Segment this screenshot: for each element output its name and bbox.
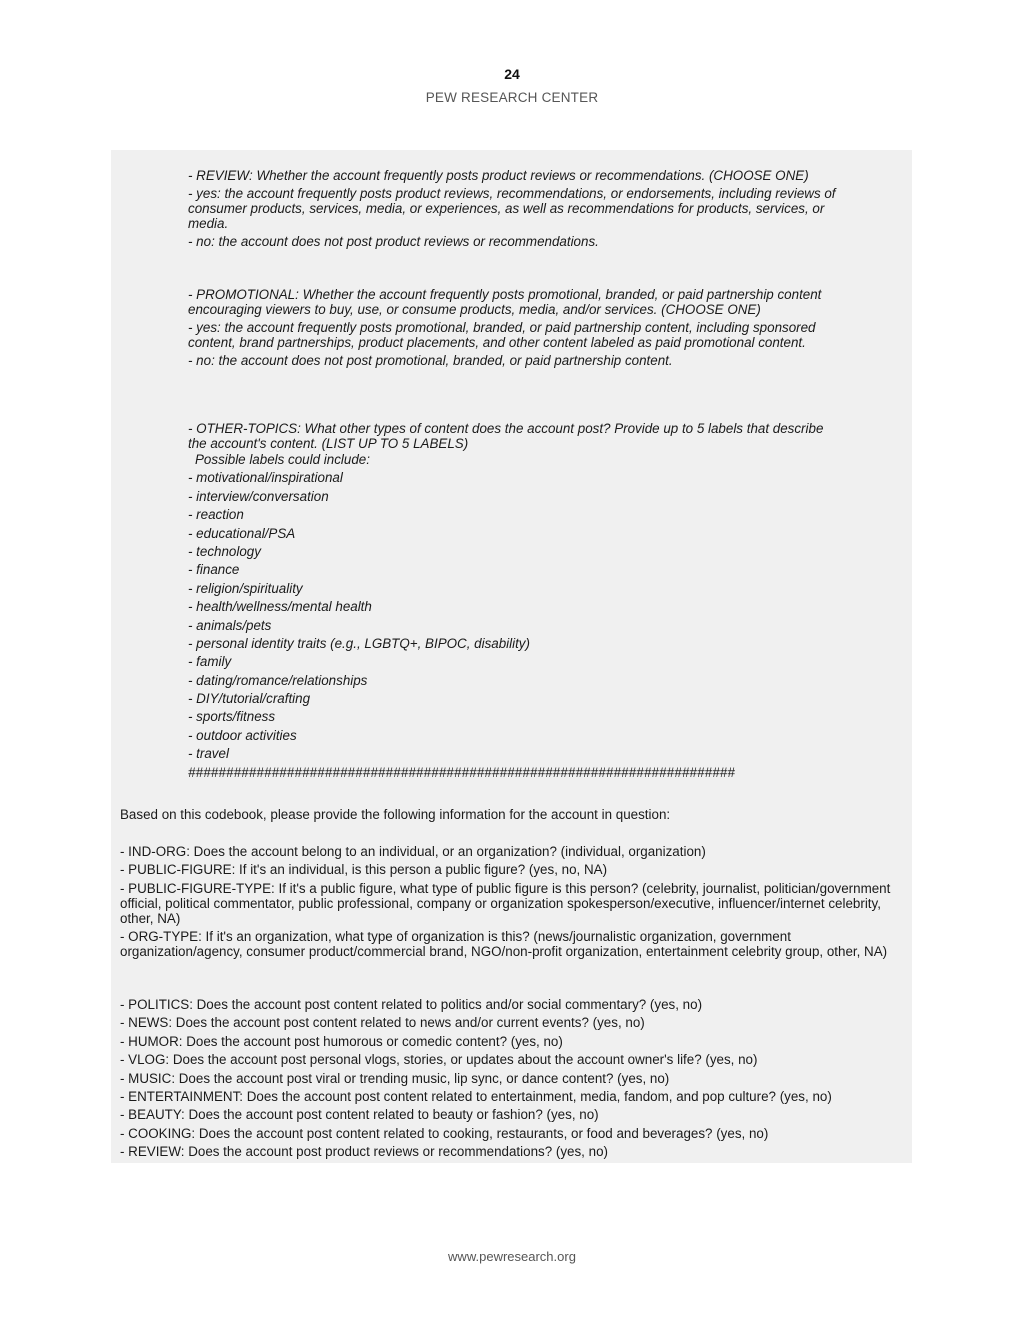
- content-question-item: - VLOG: Does the account post personal vlogs, stories, or updates about the account owner's life? (yes, no): [120, 1052, 758, 1068]
- separator-line: ########################################################################: [188, 764, 736, 780]
- topic-label-item: - personal identity traits (e.g., LGBTQ+, BIPOC, disability): [188, 635, 530, 651]
- other-topics-label-list: [188, 469, 838, 763]
- topic-label-item: - educational/PSA: [188, 525, 296, 541]
- topic-label-item: - health/wellness/mental health: [188, 599, 372, 615]
- account-question-item: - PUBLIC-FIGURE-TYPE: If it's a public figure, what type of public figure is this person? (celebrity, journalist, politician/government official, political commentator, public professional, company or organization spokesperson/executive, influencer/internet celebrity, other, NA): [120, 880, 891, 926]
- organization-name: PEW RESEARCH CENTER: [425, 90, 599, 105]
- other-topics-definition: - OTHER-TOPICS: What other types of content does the account post? Provide up to 5 labels that describe the account's content. (LIST UP TO 5 LABELS): [188, 421, 824, 451]
- topic-label-item: - travel: [188, 746, 229, 762]
- topic-label-item: - sports/fitness: [188, 709, 276, 725]
- promotional-definition: - PROMOTIONAL: Whether the account frequently posts promotional, branded, or paid partnership content encouraging viewers to buy, use, or consume products, media, and/or services. (CHOOSE ONE): [188, 287, 822, 317]
- review-yes: - yes: the account frequently posts product reviews, recommendations, or endorsements, including reviews of consumer products, services, media, or experiences, as well as recommendations for products, services, or media.: [188, 186, 836, 231]
- review-definition: - REVIEW: Whether the account frequently posts product reviews or recommendations. (CHOOSE ONE): [188, 168, 809, 183]
- review-no: - no: the account does not post product reviews or recommendations.: [188, 234, 599, 249]
- content-question-item: - HUMOR: Does the account post humorous or comedic content? (yes, no): [120, 1033, 563, 1049]
- instructions-intro-block: [120, 807, 900, 822]
- account-question-item: - IND-ORG: Does the account belong to an individual, or an organization? (individual, organization): [120, 844, 706, 859]
- content-question-item: - COOKING: Does the account post content related to cooking, restaurants, or food and beverages? (yes, no): [120, 1125, 769, 1141]
- topic-label-item: - animals/pets: [188, 617, 272, 633]
- page-number: 24: [504, 66, 520, 82]
- topic-label-item: - interview/conversation: [188, 488, 329, 504]
- content-question-list: [120, 996, 900, 1162]
- account-question-item: - PUBLIC-FIGURE: If it's an individual, is this person a public figure? (yes, no, NA): [120, 862, 608, 878]
- content-question-item: - BEAUTY: Does the account post content related to beauty or fashion? (yes, no): [120, 1107, 599, 1123]
- account-question-list: [120, 844, 900, 959]
- topic-label-item: - religion/spirituality: [188, 580, 303, 596]
- other-topics-intro: Possible labels could include:: [195, 452, 370, 467]
- content-questions: [120, 996, 900, 1162]
- content-question-item: - MUSIC: Does the account post viral or trending music, lip sync, or dance content? (yes, no): [120, 1070, 670, 1086]
- other-topics-section: [188, 421, 838, 782]
- topic-label-item: - technology: [188, 543, 261, 559]
- topic-label-item: - outdoor activities: [188, 727, 297, 743]
- promotional-section: [188, 287, 838, 368]
- review-section: [188, 168, 838, 249]
- content-question-item: - REVIEW: Does the account post product reviews or recommendations? (yes, no): [120, 1144, 608, 1160]
- topic-label-item: - dating/romance/relationships: [188, 672, 368, 688]
- topic-label-item: - reaction: [188, 507, 244, 523]
- footer-url: www.pewresearch.org: [448, 1249, 576, 1264]
- promotional-yes: - yes: the account frequently posts promotional, branded, or paid partnership content, including sponsored content, brand partnerships, product placements, and other content labeled as paid promotional content.: [188, 320, 816, 350]
- promotional-no: - no: the account does not post promotional, branded, or paid partnership content.: [188, 353, 673, 368]
- topic-label-item: - finance: [188, 562, 240, 578]
- content-question-item: - POLITICS: Does the account post content related to politics and/or social commentary? (yes, no): [120, 997, 703, 1012]
- account-question-item: - ORG-TYPE: If it's an organization, what type of organization is this? (news/journalistic organization, government organization/agency, consumer product/commercial brand, NGO/non-profit organization, entertainment celebrity group, other, NA): [120, 929, 888, 960]
- topic-label-item: - DIY/tutorial/crafting: [188, 691, 311, 707]
- instructions-intro: Based on this codebook, please provide the following information for the account in question:: [120, 807, 671, 822]
- content-question-item: - NEWS: Does the account post content related to news and/or current events? (yes, no): [120, 1015, 645, 1031]
- account-questions: [120, 844, 900, 963]
- content-question-item: - ENTERTAINMENT: Does the account post content related to entertainment, media, fandom, and pop culture? (yes, no): [120, 1088, 832, 1104]
- topic-label-item: - family: [188, 654, 232, 670]
- topic-label-item: - motivational/inspirational: [188, 470, 343, 486]
